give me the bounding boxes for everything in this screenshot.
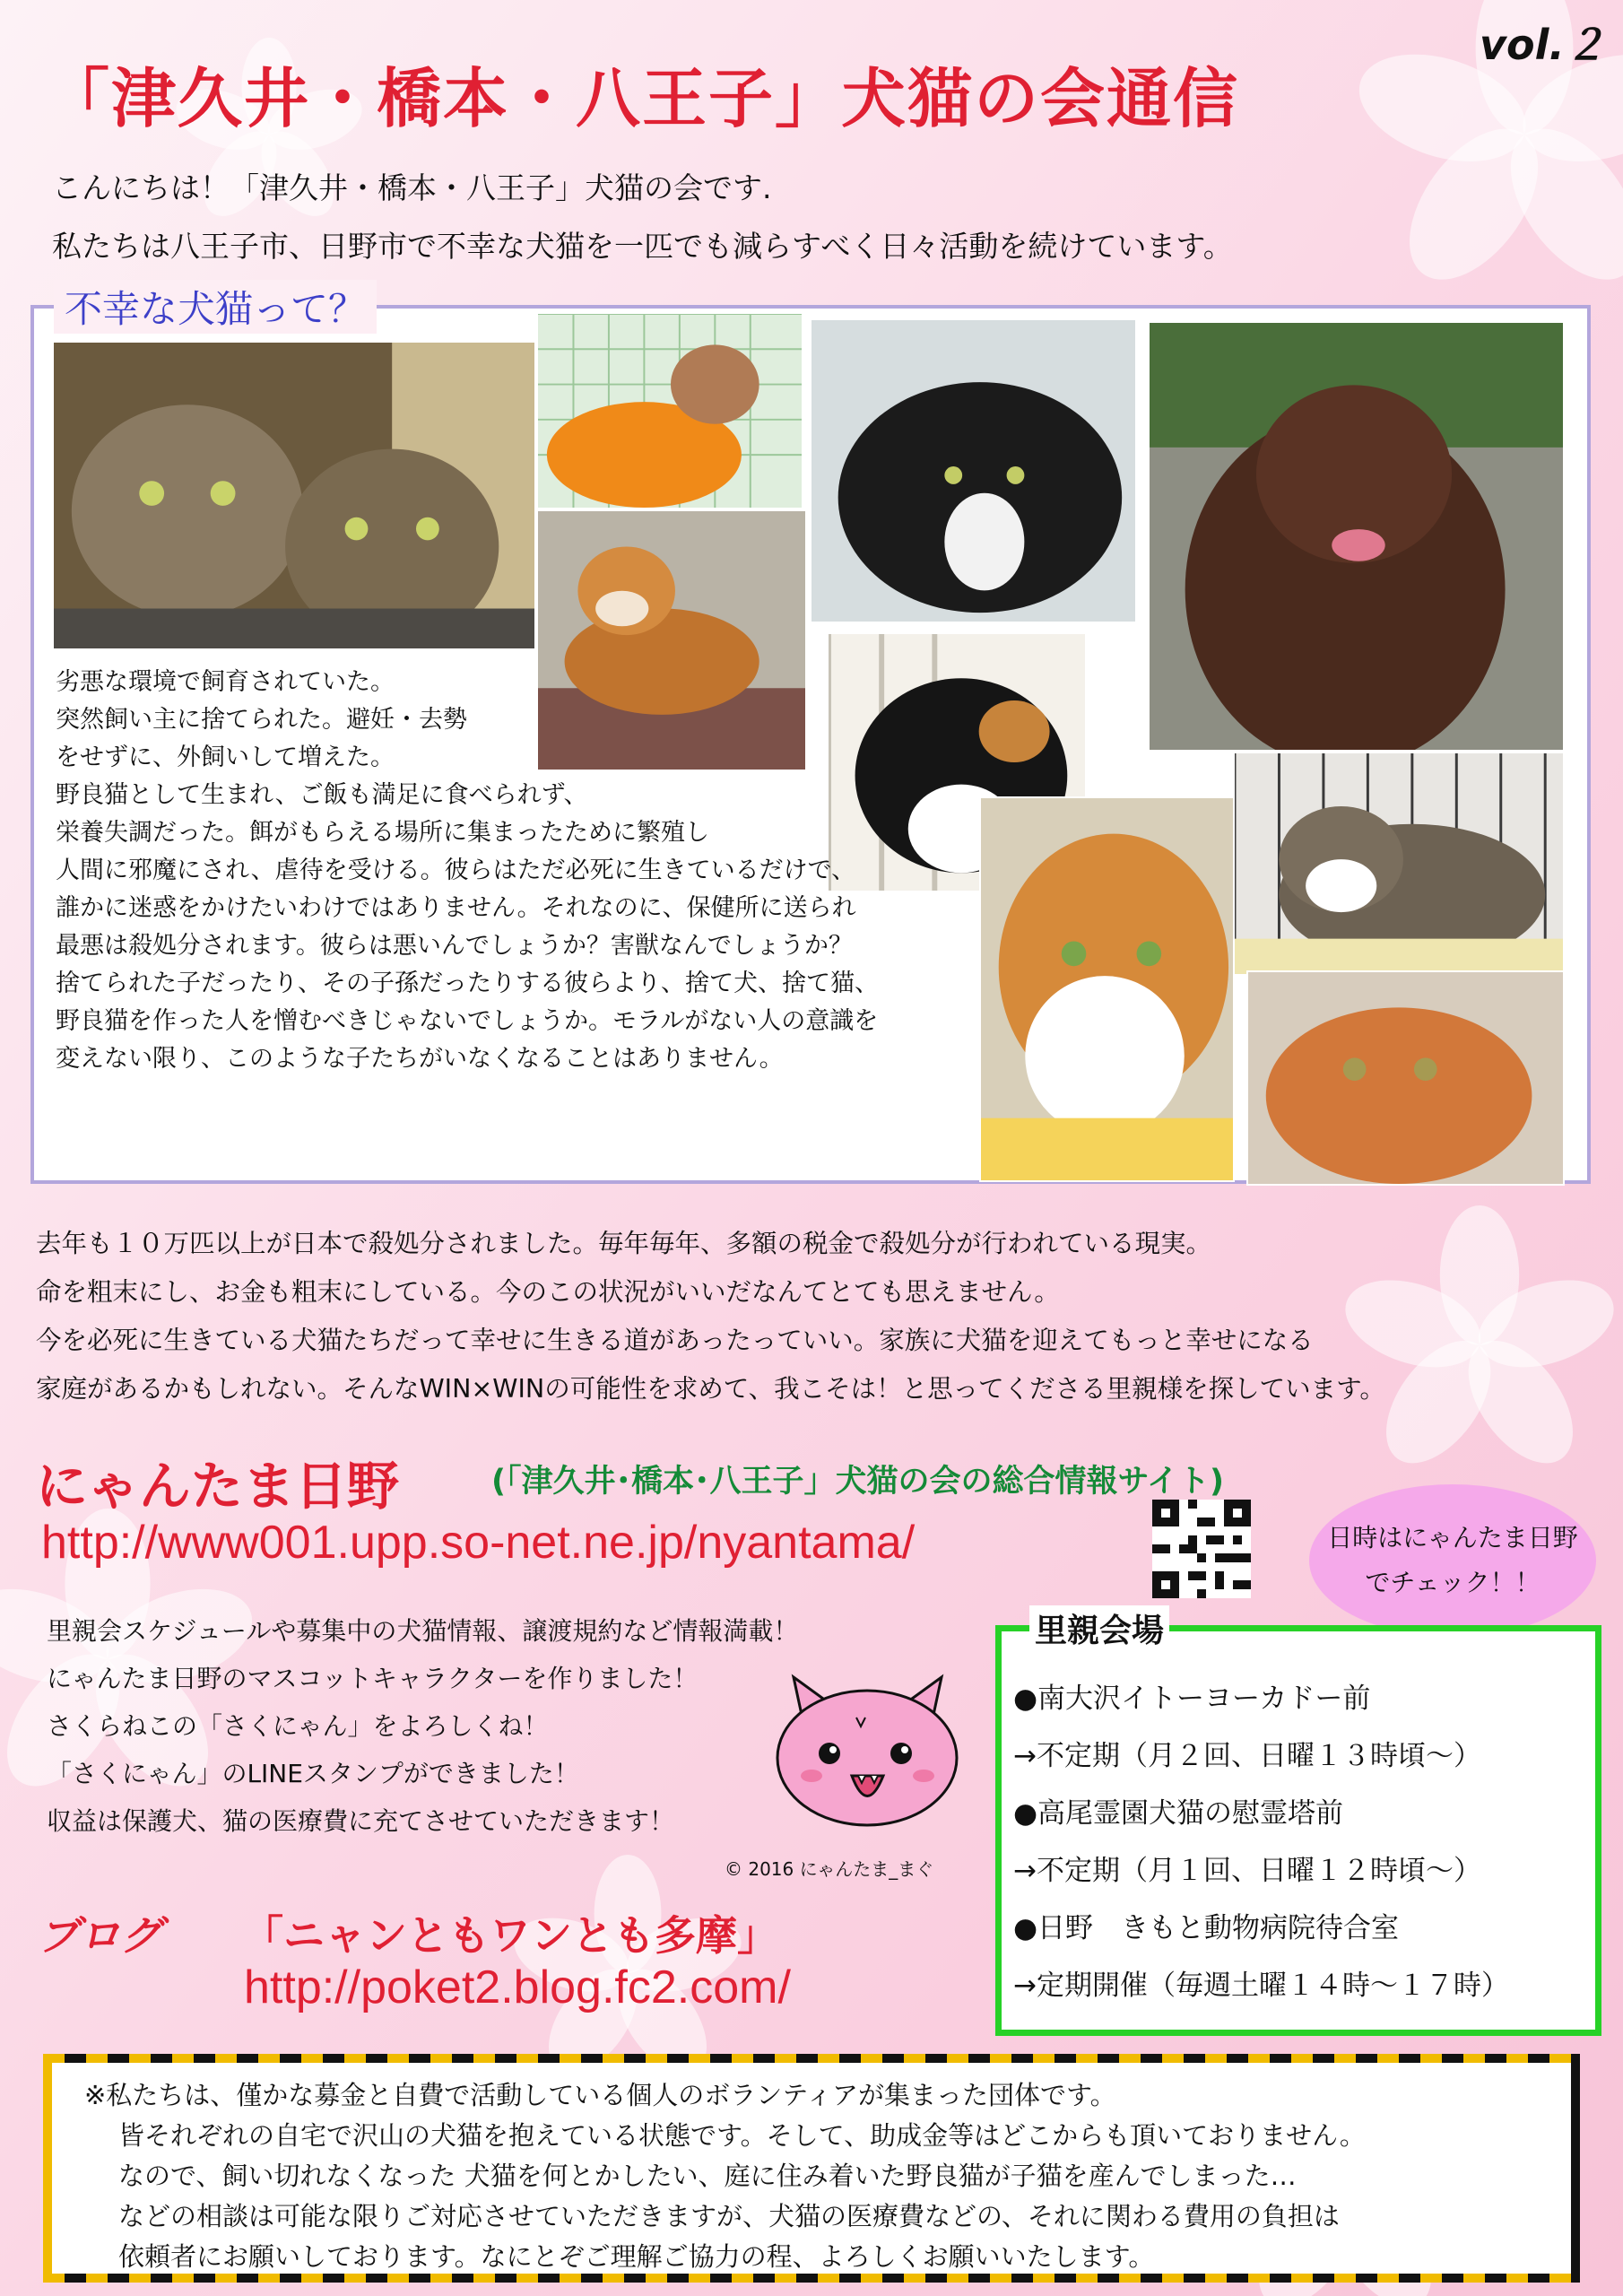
notice-line: ※私たちは、僅かな募金と自費で活動している個人のボランティアが集まった団体です。 [84, 2080, 1116, 2110]
blog-name: 「ニャンともワンとも多摩」 [242, 1911, 778, 1960]
blog-url-link[interactable]: http://poket2.blog.fc2.com/ [244, 1961, 791, 2013]
body-line: 突然飼い主に捨てられた。避妊・去勢 [56, 706, 467, 734]
mid-line: 今を必死に生きている犬猫たちだって幸せに生きる道があったっていい。家族に犬猫を迎えてもっと幸せになる [36, 1326, 1314, 1355]
adoption-venues-title: 里親会場 [1029, 1605, 1169, 1651]
site-name: にゃんたま日野 [36, 1456, 399, 1517]
page-title: 「津久井・橋本・八王子」犬猫の会通信 [45, 61, 1240, 136]
blog-label: ブログ [38, 1911, 161, 1960]
bubble-line: 日時はにゃんたま日野 [1327, 1523, 1578, 1552]
site-url-link[interactable]: http://www001.upp.so-net.ne.jp/nyantama/ [41, 1517, 916, 1569]
unhappy-animals-text [56, 664, 1006, 1078]
venue-schedule: →定期開催（毎週土曜１４時～１７時） [1013, 1970, 1509, 2002]
site-subtitle: (「津久井･橋本･八王子」犬猫の会の総合情報サイト) [491, 1464, 1225, 1500]
body-line: 栄養失調だった。餌がもらえる場所に集まったために繁殖し [56, 819, 709, 847]
body-line: 野良猫として生まれ、ご飯も満足に食べられず、 [56, 781, 588, 809]
mid-line: 命を粗末にし、お金も粗末にしている。今のこの状況がいいだなんてとても思えません。 [36, 1277, 1060, 1307]
mid-line: 去年も１０万匹以上が日本で殺処分されました。毎年毎年、多額の税金で殺処分が行われている現実。 [36, 1229, 1212, 1258]
info-line: 「さくにゃん」のLINEスタンプができました！ [47, 1759, 579, 1788]
mid-line: 家庭があるかもしれない。そんなWIN×WINの可能性を求めて、我こそは！と思ってくださる里親様を探しています。 [36, 1374, 1385, 1404]
info-line: 里親会スケジュールや募集中の犬猫情報、譲渡規約など情報満載！ [47, 1616, 799, 1646]
info-line: さくらねこの「さくにゃん」をよろしくね！ [47, 1711, 549, 1741]
photo-chocolate-labrador [1148, 321, 1565, 752]
photo-black-white-cat [810, 318, 1137, 623]
notice-line: などの相談は可能な限りご対応させていただきますが、犬猫の医療費などの、それに関わる費用の負担は [118, 2201, 1340, 2231]
info-line: にゃんたま日野のマスコットキャラクターを作りました！ [47, 1664, 699, 1693]
body-line: 劣悪な環境で飼育されていた。 [56, 668, 395, 696]
photo-orange-white-cat [979, 796, 1235, 1182]
schedule-speech-bubble [1309, 1484, 1596, 1637]
site-info-text [47, 1607, 799, 1845]
bubble-line: でチェック！！ [1365, 1568, 1541, 1597]
body-line: 誰かに迷惑をかけたいわけではありません。それなのに、保健所に送られ [56, 894, 856, 922]
venue-schedule: →不定期（月１回、日曜１２時頃～） [1013, 1855, 1481, 1887]
photo-orange-kitten [1246, 970, 1565, 1186]
notice-content [52, 2063, 1571, 2274]
notice-line: 依頼者にお願いしております。なにとぞご理解ご協力の程、よろしくお願いいたします。 [118, 2241, 1155, 2272]
volunteer-notice-box [43, 2054, 1580, 2283]
qr-code-icon [1152, 1500, 1251, 1598]
venue-item: ●高尾霊園犬猫の慰霊塔前 [1013, 1797, 1344, 1830]
sakunyan-mascot-icon [767, 1641, 968, 1830]
euthanasia-text [36, 1220, 1596, 1413]
venue-item: ●南大沢イトーヨーカドー前 [1013, 1683, 1371, 1715]
body-line: をせずに、外飼いして増えた。 [56, 744, 395, 771]
venue-schedule: →不定期（月２回、日曜１３時頃～） [1013, 1740, 1481, 1772]
notice-line: 皆それぞれの自宅で沢山の犬猫を抱えている状態です。そして、助成金等はどこからも頂いておりません。 [118, 2120, 1366, 2151]
volume-number: vol.２ [1480, 21, 1606, 69]
mascot-copyright: © 2016 にゃんたま_まぐ [725, 1858, 934, 1880]
photo-two-tabby-cats [52, 341, 536, 650]
adoption-venues-list [1013, 1670, 1587, 2014]
body-line: 捨てられた子だったり、その子孫だったりする彼らより、捨て犬、捨て猫、 [56, 970, 879, 997]
notice-line: なので、飼い切れなくなった 犬猫を何とかしたい、庭に住み着いた野良猫が子猫を産んでしまった… [118, 2161, 1297, 2191]
unhappy-animals-heading: 不幸な犬猫って？ [54, 280, 377, 334]
info-line: 収益は保護犬、猫の医療費に充てさせていただきます！ [47, 1806, 675, 1836]
body-line: 変えない限り、このような子たちがいなくなることはありません。 [56, 1045, 784, 1073]
intro-mission: 私たちは八王子市、日野市で不幸な犬猫を一匹でも減らすべく日々活動を続けています。 [52, 229, 1233, 264]
body-line: 人間に邪魔にされ、虐待を受ける。彼らはただ必死に生きているだけで、 [56, 857, 856, 884]
venue-item: ●日野 きもと動物病院待合室 [1013, 1912, 1400, 1944]
photo-poodle-orange-coat [536, 312, 803, 509]
body-line: 野良猫を作った人を憎むべきじゃないでしょうか。モラルがない人の意識を [56, 1007, 879, 1035]
body-line: 最悪は殺処分されます。彼らは悪いんでしょうか？害獣なんでしょうか？ [56, 932, 853, 960]
photo-tabby-white-cat [1233, 752, 1565, 976]
intro-greeting: こんにちは！「津久井・橋本・八王子」犬猫の会です. [52, 170, 772, 205]
